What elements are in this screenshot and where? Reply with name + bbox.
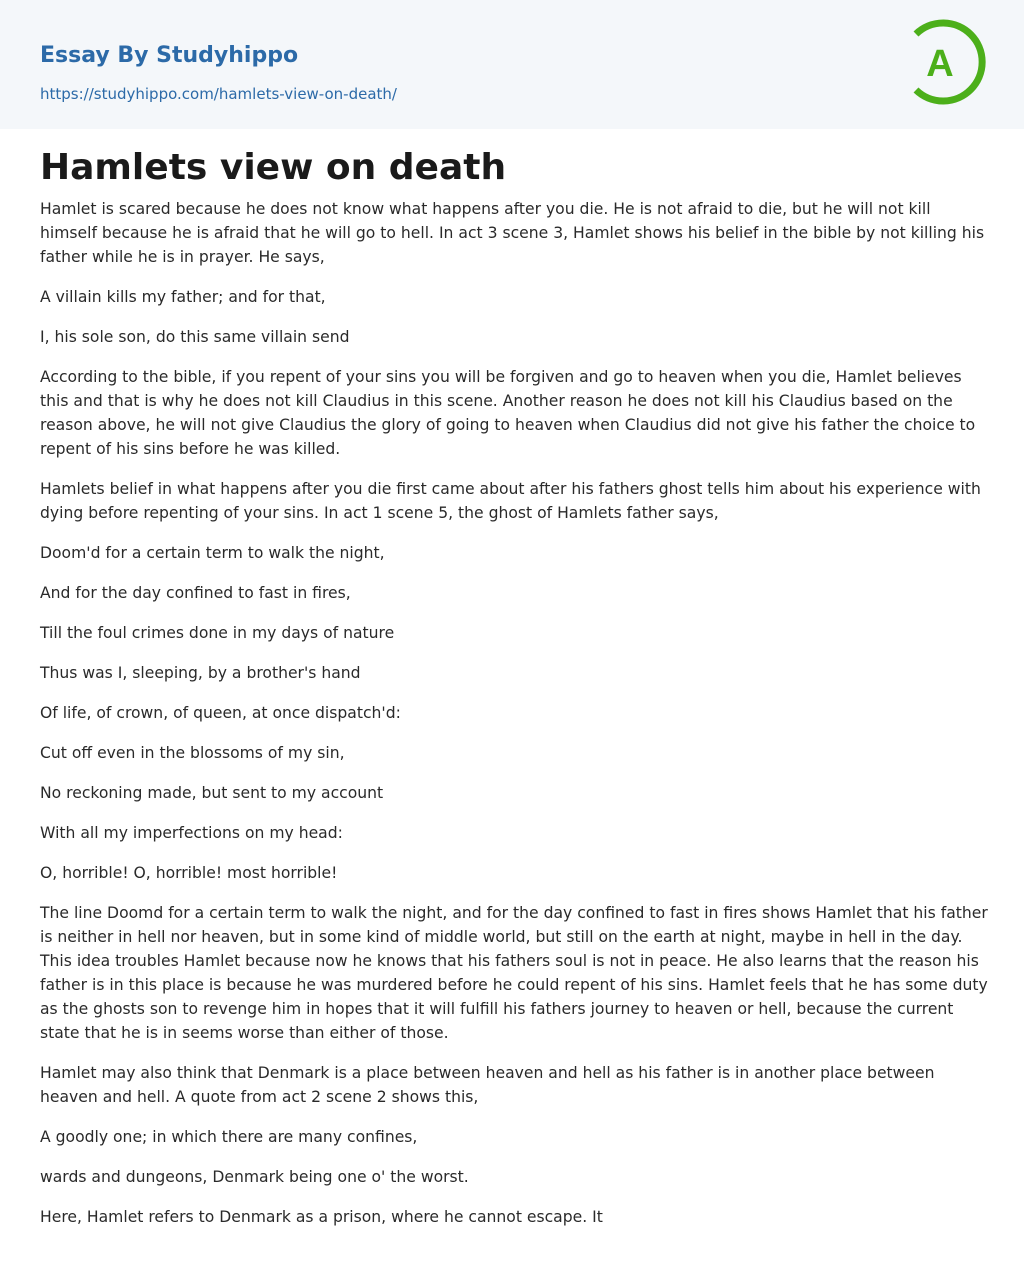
essay-paragraph: Of life, of crown, of queen, at once dispatch'd: bbox=[40, 704, 401, 722]
essay-paragraph: wards and dungeons, Denmark being one o' the worst. bbox=[40, 1168, 469, 1186]
essay-paragraph: According to the bible, if you repent of your sins you will be forgiven and go to heaven when you die, Hamlet believes this and that is why he does not kill Claudius in this scene. Another reason he does not kill his Claudius based on the reason above, he will not give Claudius the glory of going to heaven when Claudius did not give his father the choice to repent of his sins before he was killed. bbox=[40, 368, 976, 458]
essay-paragraph: I, his sole son, do this same villain send bbox=[40, 328, 350, 346]
essay-paragraph: No reckoning made, but sent to my account bbox=[40, 784, 384, 802]
essay-url-link[interactable]: https://studyhippo.com/hamlets-view-on-death/ bbox=[40, 85, 397, 103]
essay-paragraph: Thus was I, sleeping, by a brother's hand bbox=[40, 664, 361, 682]
essay-paragraph: O, horrible! O, horrible! most horrible! bbox=[40, 864, 338, 882]
essay-paragraph: Hamlets belief in what happens after you die first came about after his fathers ghost tells him about his experience with dying before repenting of your sins. In act 1 scene 5, the ghost of Hamlets father says, bbox=[40, 480, 981, 522]
essay-paragraph: And for the day confined to fast in fires, bbox=[40, 584, 351, 602]
site-brand[interactable]: Essay By Studyhippo bbox=[40, 43, 299, 68]
page-header bbox=[0, 0, 1024, 129]
essay-paragraph: Here, Hamlet refers to Denmark as a prison, where he cannot escape. It bbox=[40, 1208, 603, 1226]
essay-paragraph: The line Doomd for a certain term to walk the night, and for the day confined to fast in fires shows Hamlet that his father is neither in hell nor heaven, but in some kind of middle world, but still on the earth at night, maybe in hell in the day. This idea troubles Hamlet because now he knows that his fathers soul is not in peace. He also learns that the reason his father is in this place is because he was murdered before he could repent of his sins. Hamlet feels that he has some duty as the ghosts son to revenge him in hopes that it will fulfill his fathers journey to heaven or hell, because the current state that he is in seems worse than either of those. bbox=[40, 904, 988, 1042]
essay-paragraph: Doom'd for a certain term to walk the night, bbox=[40, 544, 385, 562]
essay-paragraph: Cut off even in the blossoms of my sin, bbox=[40, 744, 345, 762]
essay-title: Hamlets view on death bbox=[40, 147, 507, 188]
essay-paragraph: A villain kills my father; and for that, bbox=[40, 288, 326, 306]
essay-paragraph: Hamlet is scared because he does not know what happens after you die. He is not afraid to die, but he will not kill himself because he is afraid that he will go to hell. In act 3 scene 3, Hamlet shows his belief in the bible by not killing his father while he is in prayer. He says, bbox=[40, 200, 985, 266]
essay-paragraphs bbox=[40, 197, 988, 1229]
essay-paragraph: Till the foul crimes done in my days of nature bbox=[40, 624, 395, 642]
article-body bbox=[40, 145, 988, 1245]
studyhippo-logo-icon[interactable] bbox=[900, 18, 988, 106]
essay-paragraph: With all my imperfections on my head: bbox=[40, 824, 343, 842]
essay-paragraph: Hamlet may also think that Denmark is a place between heaven and hell as his father is in another place between heaven and hell. A quote from act 2 scene 2 shows this, bbox=[40, 1064, 935, 1106]
logo-letter: A bbox=[926, 43, 954, 85]
essay-paragraph: A goodly one; in which there are many confines, bbox=[40, 1128, 418, 1146]
